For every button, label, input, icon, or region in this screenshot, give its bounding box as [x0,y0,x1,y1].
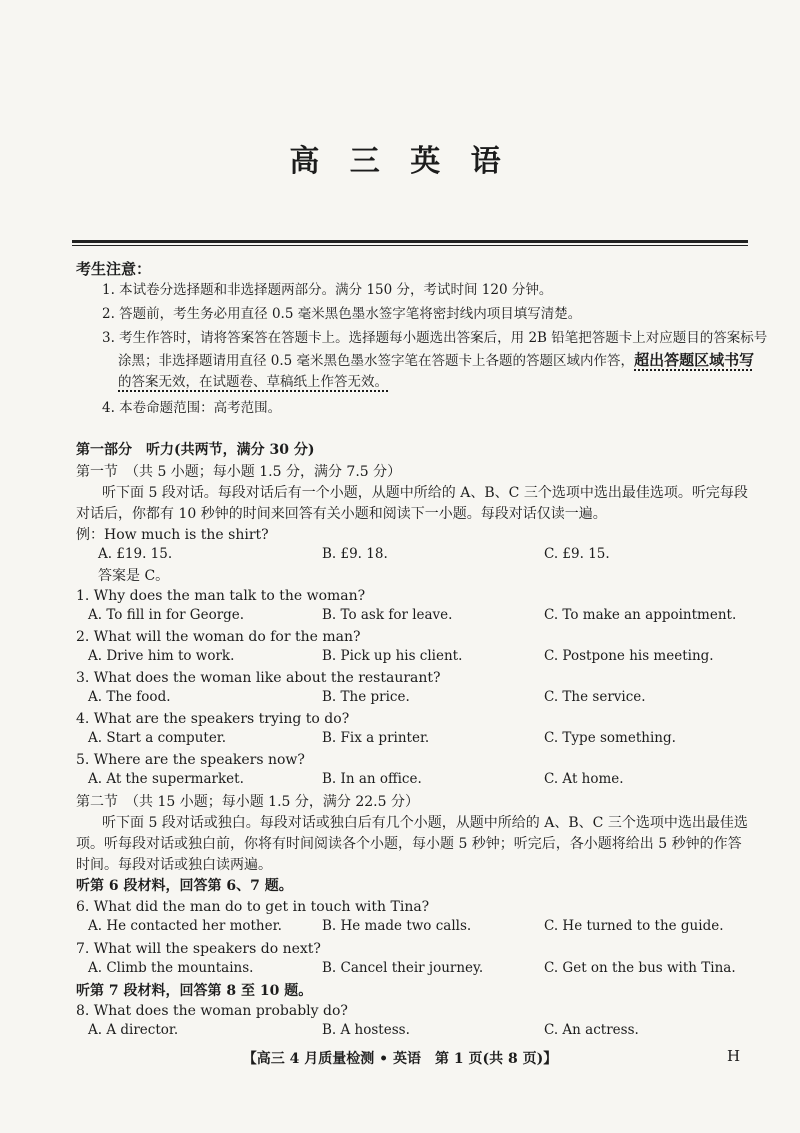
notice-emphasis: 超出答题区域书写 [634,351,755,369]
notice-item-3-line-1: 3. 考生作答时，请将答案答在答题卡上。选择题每小题选出答案后，用 2B 铅笔把答题卡上对应题目的答案标号 [102,330,768,346]
q6-option-a: A. He contacted her mother. [88,918,282,934]
q2-option-c: C. Postpone his meeting. [544,648,714,664]
q2-option-a: A. Drive him to work. [88,648,235,664]
q7-option-c: C. Get on the bus with Tina. [544,960,736,976]
q7-option-b: B. Cancel their journey. [322,960,484,976]
notice-item-3-line-2 [118,350,758,371]
part1-heading: 第一部分 听力(共两节，满分 30 分) [76,442,315,458]
q4-option-c: C. Type something. [544,730,676,746]
notice-heading: 考生注意： [76,260,152,278]
q1-option-a: A. To fill in for George. [88,607,245,623]
header-rule-thin [72,245,748,246]
section2-heading: 第二节 （共 15 小题；每小题 1.5 分，满分 22.5 分） [76,794,419,810]
example-option-a: A. £19. 15. [98,546,173,562]
section1-instructions: 听下面 5 段对话。每段对话后有一个小题，从题中所给的 A、B、C 三个选项中选出最佳选项。听完每段对话后，你都有 10 秒钟的时间来回答有关小题和阅读下一小题。每段对话仅读一遍。 [76,485,748,522]
notice-item-4: 4. 本卷命题范围：高考范围。 [102,400,282,416]
section1-heading: 第一节 （共 5 小题；每小题 1.5 分，满分 7.5 分） [76,464,402,480]
q6-option-b: B. He made two calls. [322,918,472,934]
q5-option-a: A. At the supermarket. [88,771,244,787]
page-title: 高 三 英 语 [289,144,511,179]
q4-option-b: B. Fix a printer. [322,730,430,746]
question-3: 3. What does the woman like about the restaurant? [76,670,441,686]
question-1: 1. Why does the man talk to the woman? [76,588,366,604]
notice-item-3-line-3: 的答案无效，在试题卷、草稿纸上作答无效。 [118,374,388,390]
material-7-heading: 听第 7 段材料，回答第 8 至 10 题。 [76,983,313,999]
q2-option-b: B. Pick up his client. [322,648,463,664]
q5-option-b: B. In an office. [322,771,422,787]
notice-item-3-text: 涂黑；非选择题请用直径 0.5 毫米黑色墨水签字笔在答题卡上各题的答题区域内作答， [118,353,635,369]
example-question: 例：How much is the shirt? [76,527,269,543]
q6-option-c: C. He turned to the guide. [544,918,724,934]
q7-option-a: A. Climb the mountains. [88,960,254,976]
notice-item-2: 2. 答题前，考生务必用直径 0.5 毫米黑色墨水签字笔将密封线内项目填写清楚。 [102,306,582,322]
q3-option-c: C. The service. [544,689,646,705]
question-8: 8. What does the woman probably do? [76,1003,348,1019]
example-answer: 答案是 C。 [98,568,170,584]
question-5: 5. Where are the speakers now? [76,752,305,768]
q1-option-b: B. To ask for leave. [322,607,453,623]
q5-option-c: C. At home. [544,771,624,787]
q3-option-a: A. The food. [88,689,171,705]
q3-option-b: B. The price. [322,689,410,705]
question-6: 6. What did the man do to get in touch with Tina? [76,899,430,915]
q4-option-a: A. Start a computer. [88,730,227,746]
question-7: 7. What will the speakers do next? [76,941,321,957]
question-4: 4. What are the speakers trying to do? [76,711,350,727]
question-2: 2. What will the woman do for the man? [76,629,361,645]
example-option-b: B. £9. 18. [322,546,388,562]
q8-option-a: A. A director. [88,1022,179,1038]
section2-instructions: 听下面 5 段对话或独白。每段对话或独白后有几个小题，从题中所给的 A、B、C 三个选项中选出最佳选项。听每段对话或独白前，你将有时间阅读各个小题，每小题 5 秒钟；听完后，各小题将给出 5 秒钟的作答时间。每段对话或独白读两遍。 [76,815,748,873]
q8-option-b: B. A hostess. [322,1022,410,1038]
q1-option-c: C. To make an appointment. [544,607,737,623]
material-6-heading: 听第 6 段材料，回答第 6、7 题。 [76,878,293,894]
page-footer: 【高三 4 月质量检测 • 英语 第 1 页(共 8 页)】 [242,1051,558,1067]
example-option-c: C. £9. 15. [544,546,610,562]
paper-code: H [727,1047,741,1065]
q8-option-c: C. An actress. [544,1022,639,1038]
header-rule [72,240,748,243]
notice-item-1: 1. 本试卷分选择题和非选择题两部分。满分 150 分，考试时间 120 分钟。 [102,282,553,298]
